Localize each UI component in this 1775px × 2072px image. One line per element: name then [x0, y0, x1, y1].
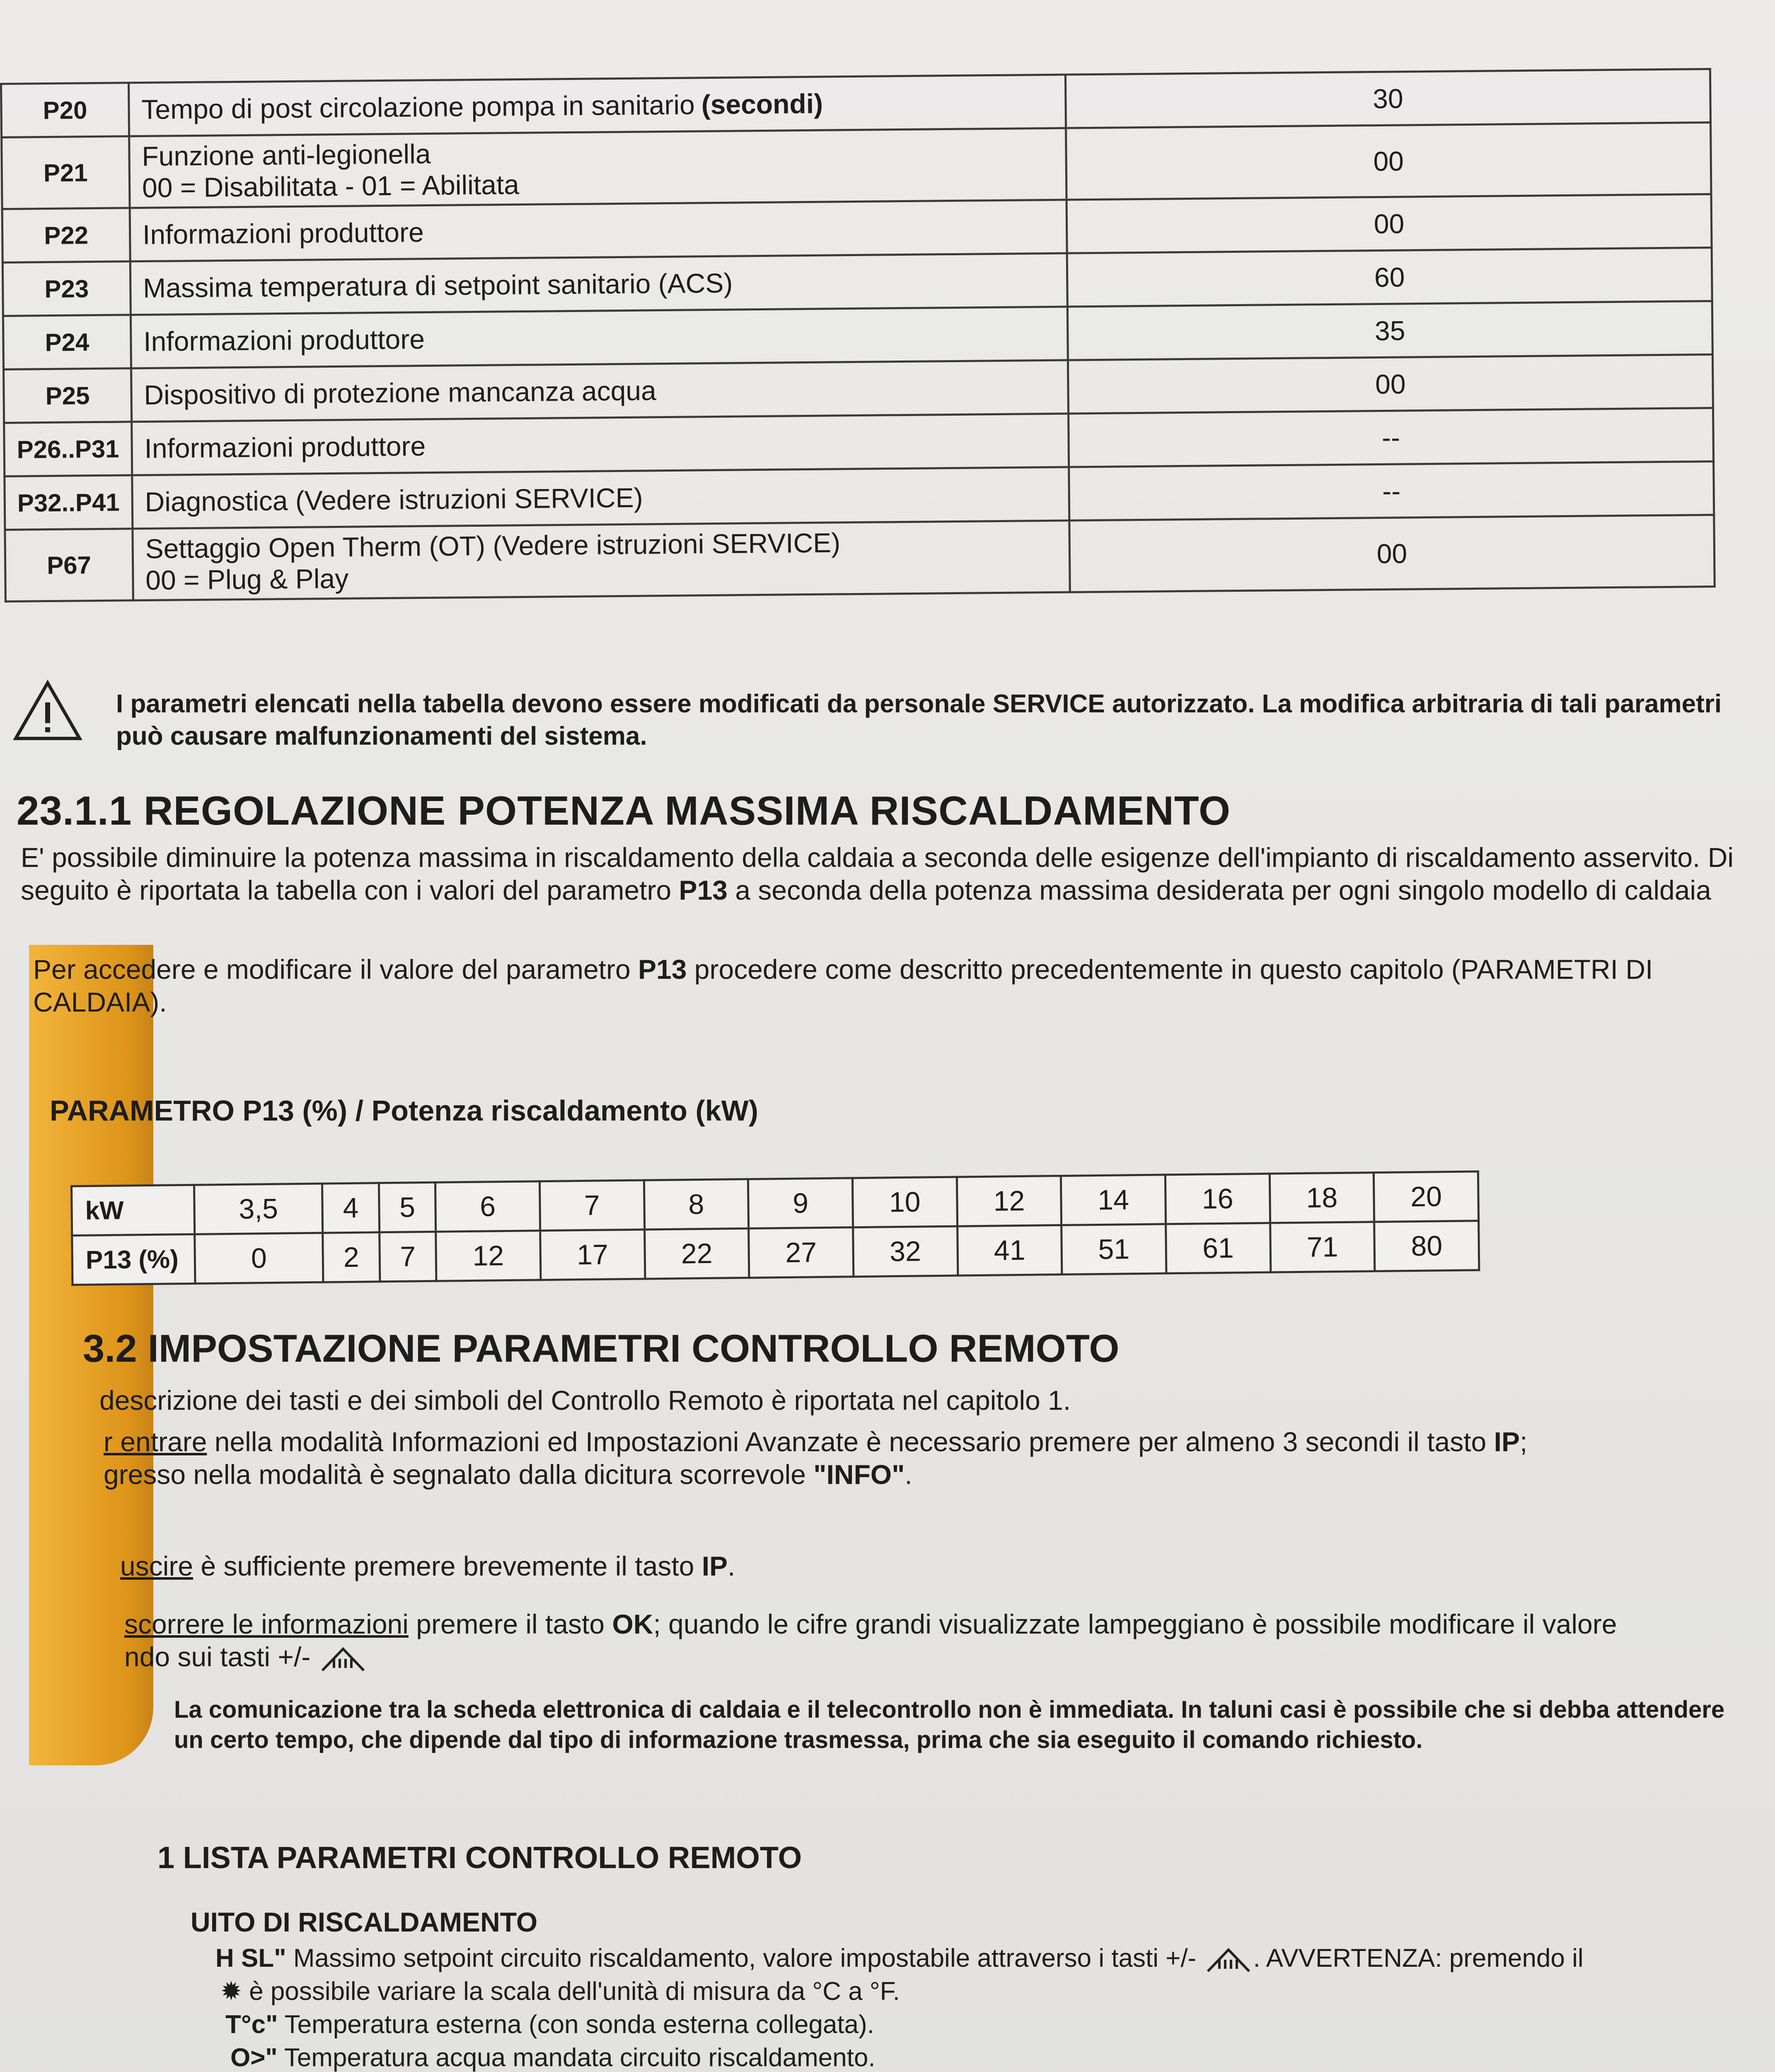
param-value: --	[1068, 408, 1713, 467]
param-code: P20	[1, 83, 129, 138]
param-code: P67	[5, 529, 133, 602]
paragraph-remote-scroll: scorrere le informazioni premere il tasto OK; quando le cifre grandi visualizzate lampeggiano è possibile modificare il valore ndo sui tasti +/-	[124, 1609, 1617, 1673]
power-kw-cell: 6	[435, 1181, 540, 1232]
list-item	[230, 2043, 1743, 2072]
paragraph-remote-enter: r entrare nella modalità Informazioni ed Impostazioni Avanzate è necessario premere per almeno 3 secondi il tasto IP; gresso nella modalità è segnalato dalla dicitura scorrevole "INFO".	[104, 1426, 1528, 1490]
param-code: P24	[3, 315, 131, 370]
warning-box-2	[137, 1687, 1740, 1778]
param-description-unit: (secondi)	[701, 88, 823, 120]
power-kw-cell: 10	[852, 1177, 957, 1227]
param-value: 00	[1069, 515, 1715, 592]
power-table-row-label: kW	[72, 1185, 195, 1235]
param-value: 30	[1065, 69, 1710, 128]
sun-icon: ✹	[220, 1977, 249, 2006]
warning-triangle-icon	[12, 680, 83, 742]
param-code: P23	[2, 261, 131, 316]
param-description-text: Massima temperatura di setpoint sanitario (ACS)	[143, 267, 733, 304]
parameter-table	[0, 68, 1716, 603]
power-table	[70, 1170, 1480, 1286]
warning-box-1	[12, 680, 1753, 771]
paragraph-remote-1: descrizione dei tasti e dei simboli del Controllo Remoto è riportata nel capitolo 1.	[99, 1385, 1071, 1416]
param-code: P21	[2, 136, 130, 209]
param-description-text: Dispositivo di protezione mancanza acqua	[144, 375, 657, 410]
param-value: 00	[1066, 194, 1712, 253]
param-description	[132, 467, 1069, 529]
param-description-text: Informazioni produttore	[142, 217, 424, 250]
power-p13-cell: 51	[1062, 1224, 1166, 1275]
param-description-text: Settaggio Open Therm (OT) (Vedere istruzioni SERVICE)	[145, 527, 841, 564]
section-title-remote: 3.2 IMPOSTAZIONE PARAMETRI CONTROLLO REMOTO	[83, 1326, 1120, 1370]
power-p13-cell: 7	[379, 1232, 436, 1281]
param-description-text: Diagnostica (Vedere istruzioni SERVICE)	[145, 482, 643, 517]
list-item	[220, 1977, 1733, 2006]
power-p13-cell: 27	[749, 1227, 854, 1278]
param-description	[129, 128, 1066, 208]
table-row	[5, 515, 1715, 601]
param-description-text: Funzione anti-legionella	[142, 138, 431, 172]
list-item	[215, 1944, 1728, 1973]
list-item-code: H SL"	[215, 1944, 286, 1973]
power-kw-cell: 20	[1374, 1172, 1479, 1222]
power-table-title: PARAMETRO P13 (%) / Potenza riscaldamento (kW)	[50, 1094, 759, 1127]
list-item-text: Massimo setpoint circuito riscaldamento, valore impostabile attraverso i tasti +/-	[286, 1944, 1204, 1973]
power-kw-cell: 9	[748, 1178, 853, 1229]
paragraph-power-intro: E' possibile diminuire la potenza massima in riscaldamento della caldaia a seconda delle esigenze dell'impianto di riscaldamento asservito. Di seguito è riportata la tabella con i valori del parametro P13 a seconda della potenza massima desiderata per ogni singolo modello di caldaia	[21, 842, 1734, 906]
param-code: P22	[2, 208, 130, 263]
param-value: --	[1069, 461, 1714, 520]
list-item-text: Temperatura esterna (con sonda esterna collegata).	[278, 2010, 875, 2039]
paragraph-power-access: Per accedere e modificare il valore del parametro P13 procedere come descritto precedentemente in questo capitolo (PARAMETRI DI CALDAIA).	[33, 954, 1653, 1018]
power-p13-cell: 32	[853, 1226, 958, 1277]
list-item-code: T°c"	[225, 2010, 278, 2039]
power-p13-cell: 12	[436, 1231, 541, 1281]
radiator-icon	[318, 1646, 368, 1672]
subsection-heating-circuit: UITO DI RISCALDAMENTO	[191, 1907, 538, 1937]
param-value: 35	[1067, 301, 1712, 360]
param-description-text: Informazioni produttore	[143, 324, 425, 357]
param-value: 00	[1068, 354, 1713, 414]
warning-text-2: La comunicazione tra la scheda elettronica di caldaia e il telecontrollo non è immediata. In taluni casi è possibile che si debba attendere un certo tempo, che dipende dal tipo di informazione trasmessa, prima che sia eseguito il comando richiesto.	[174, 1696, 1725, 1753]
power-p13-cell: 41	[957, 1225, 1062, 1276]
param-description-options: 00 = Disabilitata - 01 = Abilitata	[142, 169, 520, 203]
power-p13-cell: 17	[540, 1230, 645, 1280]
param-code: P32..P41	[5, 475, 133, 530]
list-item	[225, 2010, 1738, 2039]
power-table-row-label: P13 (%)	[72, 1234, 195, 1285]
list-item-text: è possibile variare la scala dell'unità di misura da °C a °F.	[249, 1977, 900, 2006]
param-description	[131, 360, 1068, 422]
param-code: P25	[4, 368, 132, 423]
param-description-text: Tempo di post circolazione pompa in sanitario	[141, 89, 695, 125]
param-description	[130, 253, 1067, 315]
param-value: 60	[1067, 247, 1712, 307]
power-kw-cell: 5	[379, 1182, 436, 1232]
power-p13-cell: 0	[195, 1233, 323, 1283]
paragraph-remote-exit: uscire è sufficiente premere brevemente il tasto IP.	[120, 1551, 735, 1581]
power-kw-cell: 4	[322, 1183, 380, 1233]
param-description	[133, 520, 1070, 600]
param-description	[128, 75, 1066, 136]
power-p13-cell: 71	[1270, 1222, 1375, 1273]
param-code: P26..P31	[4, 422, 132, 477]
list-item-text: Temperatura acqua mandata circuito riscaldamento.	[277, 2043, 875, 2072]
power-p13-cell: 61	[1166, 1223, 1271, 1273]
power-kw-cell: 7	[539, 1180, 644, 1231]
param-value: 00	[1066, 122, 1711, 200]
section-title-param-list: 1 LISTA PARAMETRI CONTROLLO REMOTO	[157, 1840, 802, 1875]
section-title-power: 23.1.1 REGOLAZIONE POTENZA MASSIMA RISCALDAMENTO	[17, 788, 1231, 833]
warning-text-1: I parametri elencati nella tabella devono essere modificati da personale SERVICE autorizzato. La modifica arbitraria di tali parametri può causare malfunzionamenti del sistema.	[116, 690, 1722, 750]
param-description-options: 00 = Plug & Play	[145, 563, 349, 595]
power-kw-cell: 12	[957, 1176, 1062, 1226]
param-description	[130, 200, 1067, 261]
power-kw-cell: 16	[1165, 1174, 1270, 1224]
radiator-icon	[1204, 1947, 1253, 1973]
list-item-code: O>"	[230, 2043, 278, 2072]
power-kw-cell: 3,5	[194, 1184, 323, 1234]
power-p13-cell: 80	[1374, 1221, 1479, 1271]
power-p13-cell: 22	[644, 1228, 749, 1279]
param-description	[131, 307, 1068, 368]
power-kw-cell: 14	[1061, 1175, 1166, 1225]
list-item-warning: . AVVERTENZA: premendo il	[1253, 1944, 1584, 1973]
param-description	[132, 414, 1069, 475]
power-p13-cell: 2	[323, 1232, 380, 1282]
param-description-text: Informazioni produttore	[144, 431, 426, 464]
power-kw-cell: 18	[1270, 1173, 1374, 1223]
power-kw-cell: 8	[644, 1179, 749, 1230]
